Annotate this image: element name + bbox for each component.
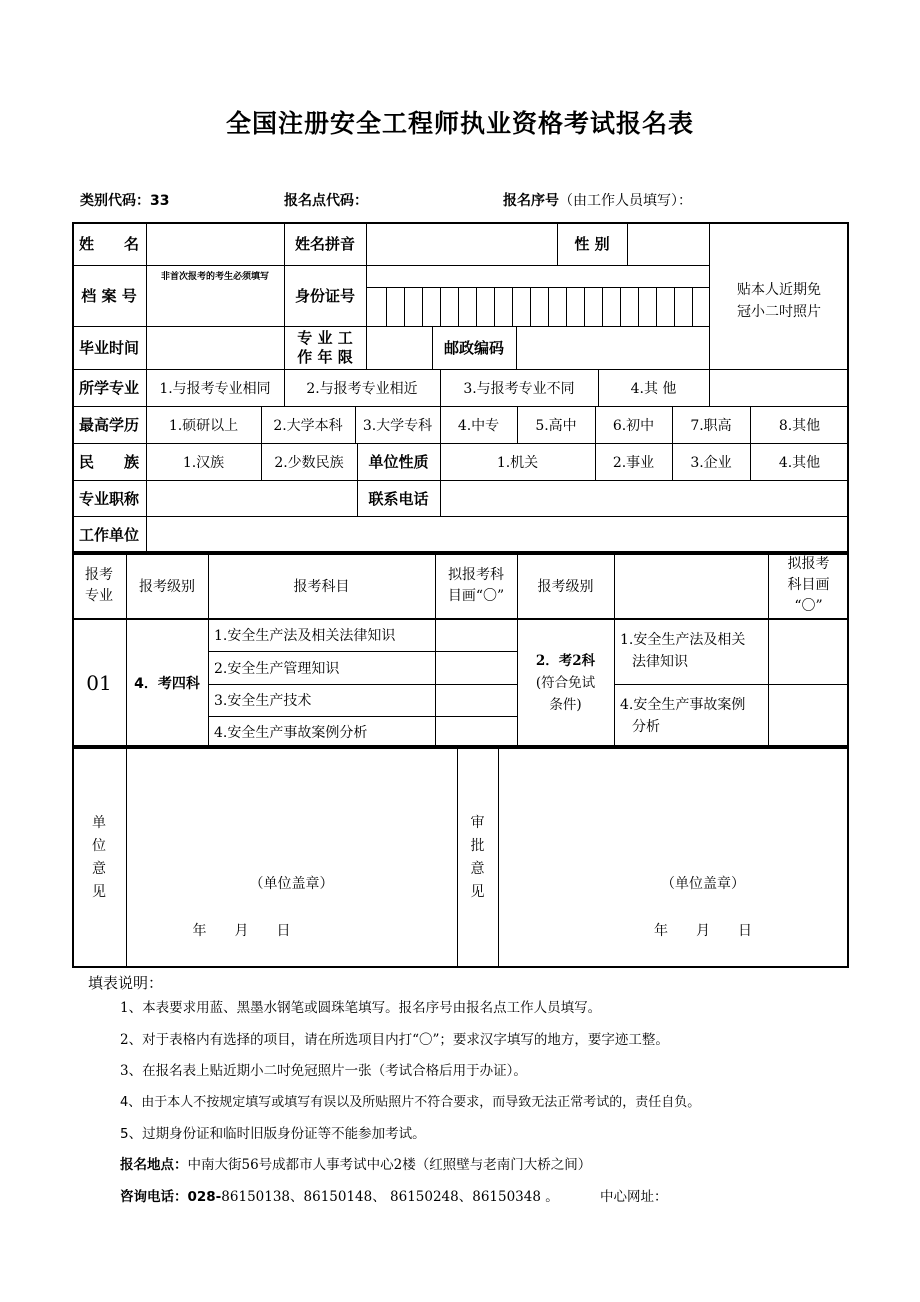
serial-number: [503, 190, 692, 210]
exam-plan-b-header-3: “〇”: [794, 598, 823, 614]
consult-phone-label: 咨询电话：: [120, 1189, 188, 1205]
note-item: 5、过期身份证和临时旧版身份证等不能参加考试。: [120, 1126, 426, 1142]
exam-subject-a: 2.安全生产管理知识: [214, 660, 340, 677]
major-option[interactable]: 1.与报考专业相同: [159, 380, 271, 397]
exam-level-header: 报考级别: [139, 578, 195, 595]
unit-opinion-char: 意: [92, 860, 106, 877]
gender-label: 性 别: [574, 235, 610, 253]
title-rank-label: 专业职称: [78, 489, 139, 508]
archive-input[interactable]: [146, 285, 284, 326]
id-number-boxes[interactable]: [366, 287, 709, 326]
exam-major-header-1: 报考: [85, 566, 113, 583]
major-option[interactable]: 2.与报考专业相近: [306, 380, 418, 397]
grad-time-label: 毕业时间: [78, 339, 139, 357]
major-label: 所学专业: [78, 379, 139, 397]
education-option[interactable]: 3.大学专科: [362, 417, 433, 434]
education-option[interactable]: 5.高中: [535, 417, 577, 434]
exam-level-b-2: (符合免试: [535, 674, 596, 691]
exam-subject-a: 3.安全生产技术: [214, 693, 312, 709]
education-option[interactable]: 4.中专: [457, 417, 500, 434]
photo-text-2: 冠小二吋照片: [737, 303, 821, 320]
consult-phones: 86150138、86150148、 86150248、86150348 。: [221, 1189, 559, 1205]
category-code: 类别代码：33: [80, 193, 170, 209]
exam-subject-b2-2: 分析: [632, 718, 660, 735]
postal-label: 邮政编码: [443, 339, 504, 357]
unit-type-label: 单位性质: [368, 453, 429, 471]
title-rank-input[interactable]: [146, 480, 357, 516]
approval-opinion-char: 见: [470, 883, 485, 900]
exam-plan-header-2: [768, 553, 849, 618]
address-text: 中南大街56号成都市人事考试中心2楼（红照壁与老南门大桥之间）: [187, 1157, 592, 1173]
unit-date: 年 月 日: [192, 923, 291, 939]
exam-subject-b1-1: 1.安全生产法及相关: [620, 632, 746, 648]
notes-heading: 填表说明：: [88, 974, 164, 992]
exam-subject-a: 1.安全生产法及相关法律知识: [214, 627, 396, 644]
photo-area[interactable]: [709, 222, 849, 369]
exam-subject-a: 4.安全生产事故案例分析: [214, 724, 368, 741]
exam-level-a[interactable]: 4．考四科: [134, 675, 200, 692]
pinyin-label: 姓名拼音: [294, 235, 355, 253]
unit-seal: （单位盖章）: [249, 876, 334, 892]
exam-subject-b2-1: 4.安全生产事故案例: [620, 696, 746, 713]
approval-seal: （单位盖章）: [661, 876, 745, 892]
approval-opinion-char: 批: [470, 837, 485, 854]
note-item: 4、由于本人不按规定填写或填写有误以及所贴照片不符合要求，而导致无法正常考试的，责任自负。: [120, 1095, 701, 1110]
exam-plan-a-3[interactable]: [435, 684, 517, 716]
exam-subject-header: 报考科目: [293, 578, 350, 595]
address-line: [120, 1153, 591, 1173]
unit-type-option[interactable]: 3.企业: [690, 454, 732, 471]
education-option[interactable]: 6.初中: [612, 417, 655, 434]
work-years-input[interactable]: [366, 326, 432, 369]
postal-input[interactable]: [516, 326, 709, 369]
employer-input[interactable]: [146, 516, 849, 553]
employer-label: 工作单位: [78, 526, 139, 544]
exam-plan-a-1[interactable]: [435, 618, 517, 651]
education-option[interactable]: 8.其他: [778, 417, 821, 434]
unit-type-option[interactable]: 4.其他: [778, 454, 821, 471]
exam-subject-header-2: [614, 553, 768, 618]
major-option[interactable]: 3.与报考专业不同: [463, 380, 575, 397]
serial-label: 报名序号: [503, 193, 559, 209]
approval-opinion-char: 意: [470, 860, 485, 877]
note-item: 1、本表要求用蓝、黑墨水钢笔或圆珠笔填写。报名序号由报名点工作人员填写。: [120, 1000, 602, 1016]
unit-opinion-char: 位: [92, 837, 106, 854]
unit-opinion-label: [72, 747, 126, 968]
gender-input[interactable]: [627, 222, 709, 265]
site-code: 报名点代码：: [284, 193, 368, 209]
exam-plan-header-2: 目画“〇”: [447, 587, 505, 604]
exam-plan-b-header-2: 科目画: [787, 577, 830, 593]
unit-opinion-char: 见: [92, 883, 106, 900]
exam-plan-b-1[interactable]: [768, 618, 849, 684]
exam-major-header-2: 专业: [85, 587, 113, 604]
approval-opinion-area[interactable]: [498, 747, 849, 968]
exam-plan-b-header-1: 拟报考: [787, 556, 830, 572]
approval-opinion-char: 审: [470, 814, 485, 831]
exam-level-header-2: 报考级别: [537, 578, 594, 595]
phone-input[interactable]: [440, 480, 849, 516]
major-option[interactable]: 4.其 他: [630, 380, 677, 397]
exam-subject-b1-2: 法律知识: [632, 654, 688, 670]
page-title: 全国注册安全工程师执业资格考试报名表: [225, 109, 694, 138]
exam-plan-header: [435, 553, 517, 618]
exam-subject-b-2: [614, 684, 768, 747]
exam-plan-a-4[interactable]: [435, 716, 517, 747]
ethnicity-option[interactable]: 2.少数民族: [274, 454, 344, 471]
id-label: 身份证号: [294, 287, 355, 305]
ethnicity-option[interactable]: 1.汉族: [182, 454, 225, 471]
work-years-label-2: 作 年 限: [297, 347, 353, 366]
exam-major-code: 01: [86, 670, 112, 695]
archive-note: 非首次报考的考生必须填写: [160, 271, 269, 282]
name-input[interactable]: [146, 222, 284, 265]
exam-subject-b-1: [614, 618, 768, 684]
education-option[interactable]: 1.硕研以上: [168, 417, 239, 434]
exam-level-b-3: 条件): [549, 696, 582, 713]
phone-line: [120, 1185, 559, 1205]
approval-date: 年 月 日: [654, 923, 752, 939]
address-label: 报名地点：: [120, 1157, 188, 1173]
exam-level-b[interactable]: [517, 618, 614, 747]
note-item: 3、在报名表上贴近期小二吋免冠照片一张（考试合格后用于办证）。: [120, 1063, 527, 1079]
major-extra: [709, 369, 849, 406]
note-item: 2、对于表格内有选择的项目，请在所选项目内打“〇”；要求汉字填写的地方，要字迹工整。: [120, 1032, 669, 1048]
ethnicity-label: 民 族: [78, 453, 139, 471]
exam-plan-header-1: 拟报考科: [448, 566, 504, 583]
work-years-label-1: 专 业 工: [297, 328, 353, 347]
approval-opinion-label: [457, 747, 498, 968]
unit-opinion-char: 单: [92, 814, 106, 831]
exam-plan-b-2[interactable]: [768, 684, 849, 747]
education-label: 最高学历: [78, 416, 139, 434]
unit-type-option[interactable]: 2.事业: [612, 454, 655, 471]
serial-note: （由工作人员填写）：: [559, 193, 692, 209]
unit-opinion-area[interactable]: [126, 747, 457, 968]
work-years-label: [284, 326, 366, 369]
unit-type-option[interactable]: 1.机关: [496, 454, 539, 471]
exam-level-b-1: 2．考2科: [535, 652, 596, 669]
phone-label: 联系电话: [368, 489, 429, 508]
education-option[interactable]: 7.职高: [690, 417, 732, 434]
archive-label: 档 案 号: [81, 287, 137, 305]
website-label: 中心网址：: [600, 1189, 668, 1205]
name-label: 姓 名: [78, 235, 139, 253]
education-option[interactable]: 2.大学本科: [273, 417, 343, 434]
exam-plan-a-2[interactable]: [435, 651, 517, 684]
photo-text-1: 贴本人近期免: [737, 281, 821, 298]
exam-major-header: [72, 553, 126, 618]
pinyin-input[interactable]: [366, 222, 557, 265]
grad-time-input[interactable]: [146, 326, 284, 369]
consult-phone-prefix: 028-: [187, 1189, 222, 1205]
